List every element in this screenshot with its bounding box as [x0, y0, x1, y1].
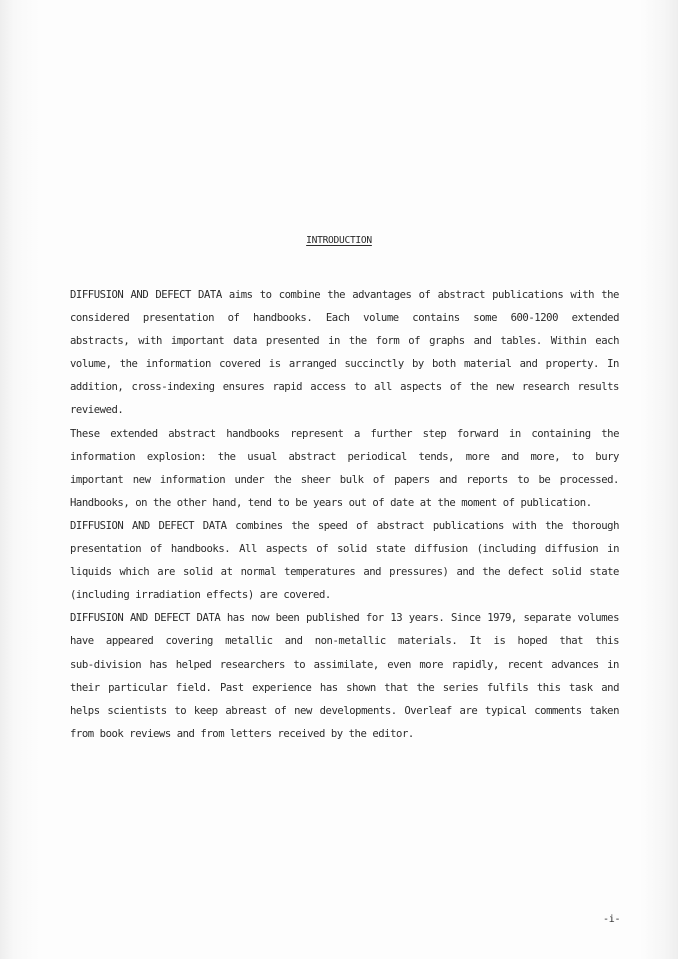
text-line: important new information under the sheer bulk of papers and reports to be processed. [70, 473, 619, 486]
paragraph-2 [70, 423, 619, 515]
text-line: reviewed. [70, 404, 124, 417]
text-line: These extended abstract handbooks represent a further step forward in containing the [70, 427, 619, 440]
text-line: helps scientists to keep abreast of new developments. Overleaf are typical comments taken [70, 704, 619, 717]
text-line: their particular field. Past experience has shown that the series fulfils this task and [70, 681, 619, 694]
text-line: sub-division has helped researchers to assimilate, even more rapidly, recent advances in [70, 658, 619, 671]
text-line: volume, the information covered is arranged succinctly by both material and property. In [70, 358, 619, 371]
text-line: information explosion: the usual abstract periodical tends, more and more, to bury [70, 450, 619, 463]
page-number: -i- [603, 914, 621, 925]
page-heading: INTRODUCTION [306, 235, 372, 246]
text-line: from book reviews and from letters received by the editor. [70, 727, 414, 740]
paragraph-4 [70, 607, 619, 746]
text-line: liquids which are solid at normal temperatures and pressures) and the defect solid state [70, 566, 619, 579]
text-line: (including irradiation effects) are covered. [70, 589, 331, 602]
text-line: abstracts, with important data presented in the form of graphs and tables. Within each [70, 335, 619, 348]
text-line: DIFFUSION AND DEFECT DATA combines the speed of abstract publications with the thorough [70, 519, 619, 532]
paragraph-3 [70, 515, 619, 607]
paragraph-1 [70, 284, 619, 423]
text-line: addition, cross-indexing ensures rapid access to all aspects of the new research results [70, 381, 619, 394]
text-line: have appeared covering metallic and non-metallic materials. It is hoped that this [70, 635, 619, 648]
text-line: considered presentation of handbooks. Each volume contains some 600-1200 extended [70, 312, 619, 325]
text-line: DIFFUSION AND DEFECT DATA has now been published for 13 years. Since 1979, separate volumes [70, 612, 619, 625]
body-text [70, 284, 619, 746]
text-line: presentation of handbooks. All aspects of solid state diffusion (including diffusion in [70, 543, 619, 556]
text-line: DIFFUSION AND DEFECT DATA aims to combine the advantages of abstract publications with the [70, 289, 619, 301]
text-line: Handbooks, on the other hand, tend to be years out of date at the moment of publication. [70, 496, 592, 509]
